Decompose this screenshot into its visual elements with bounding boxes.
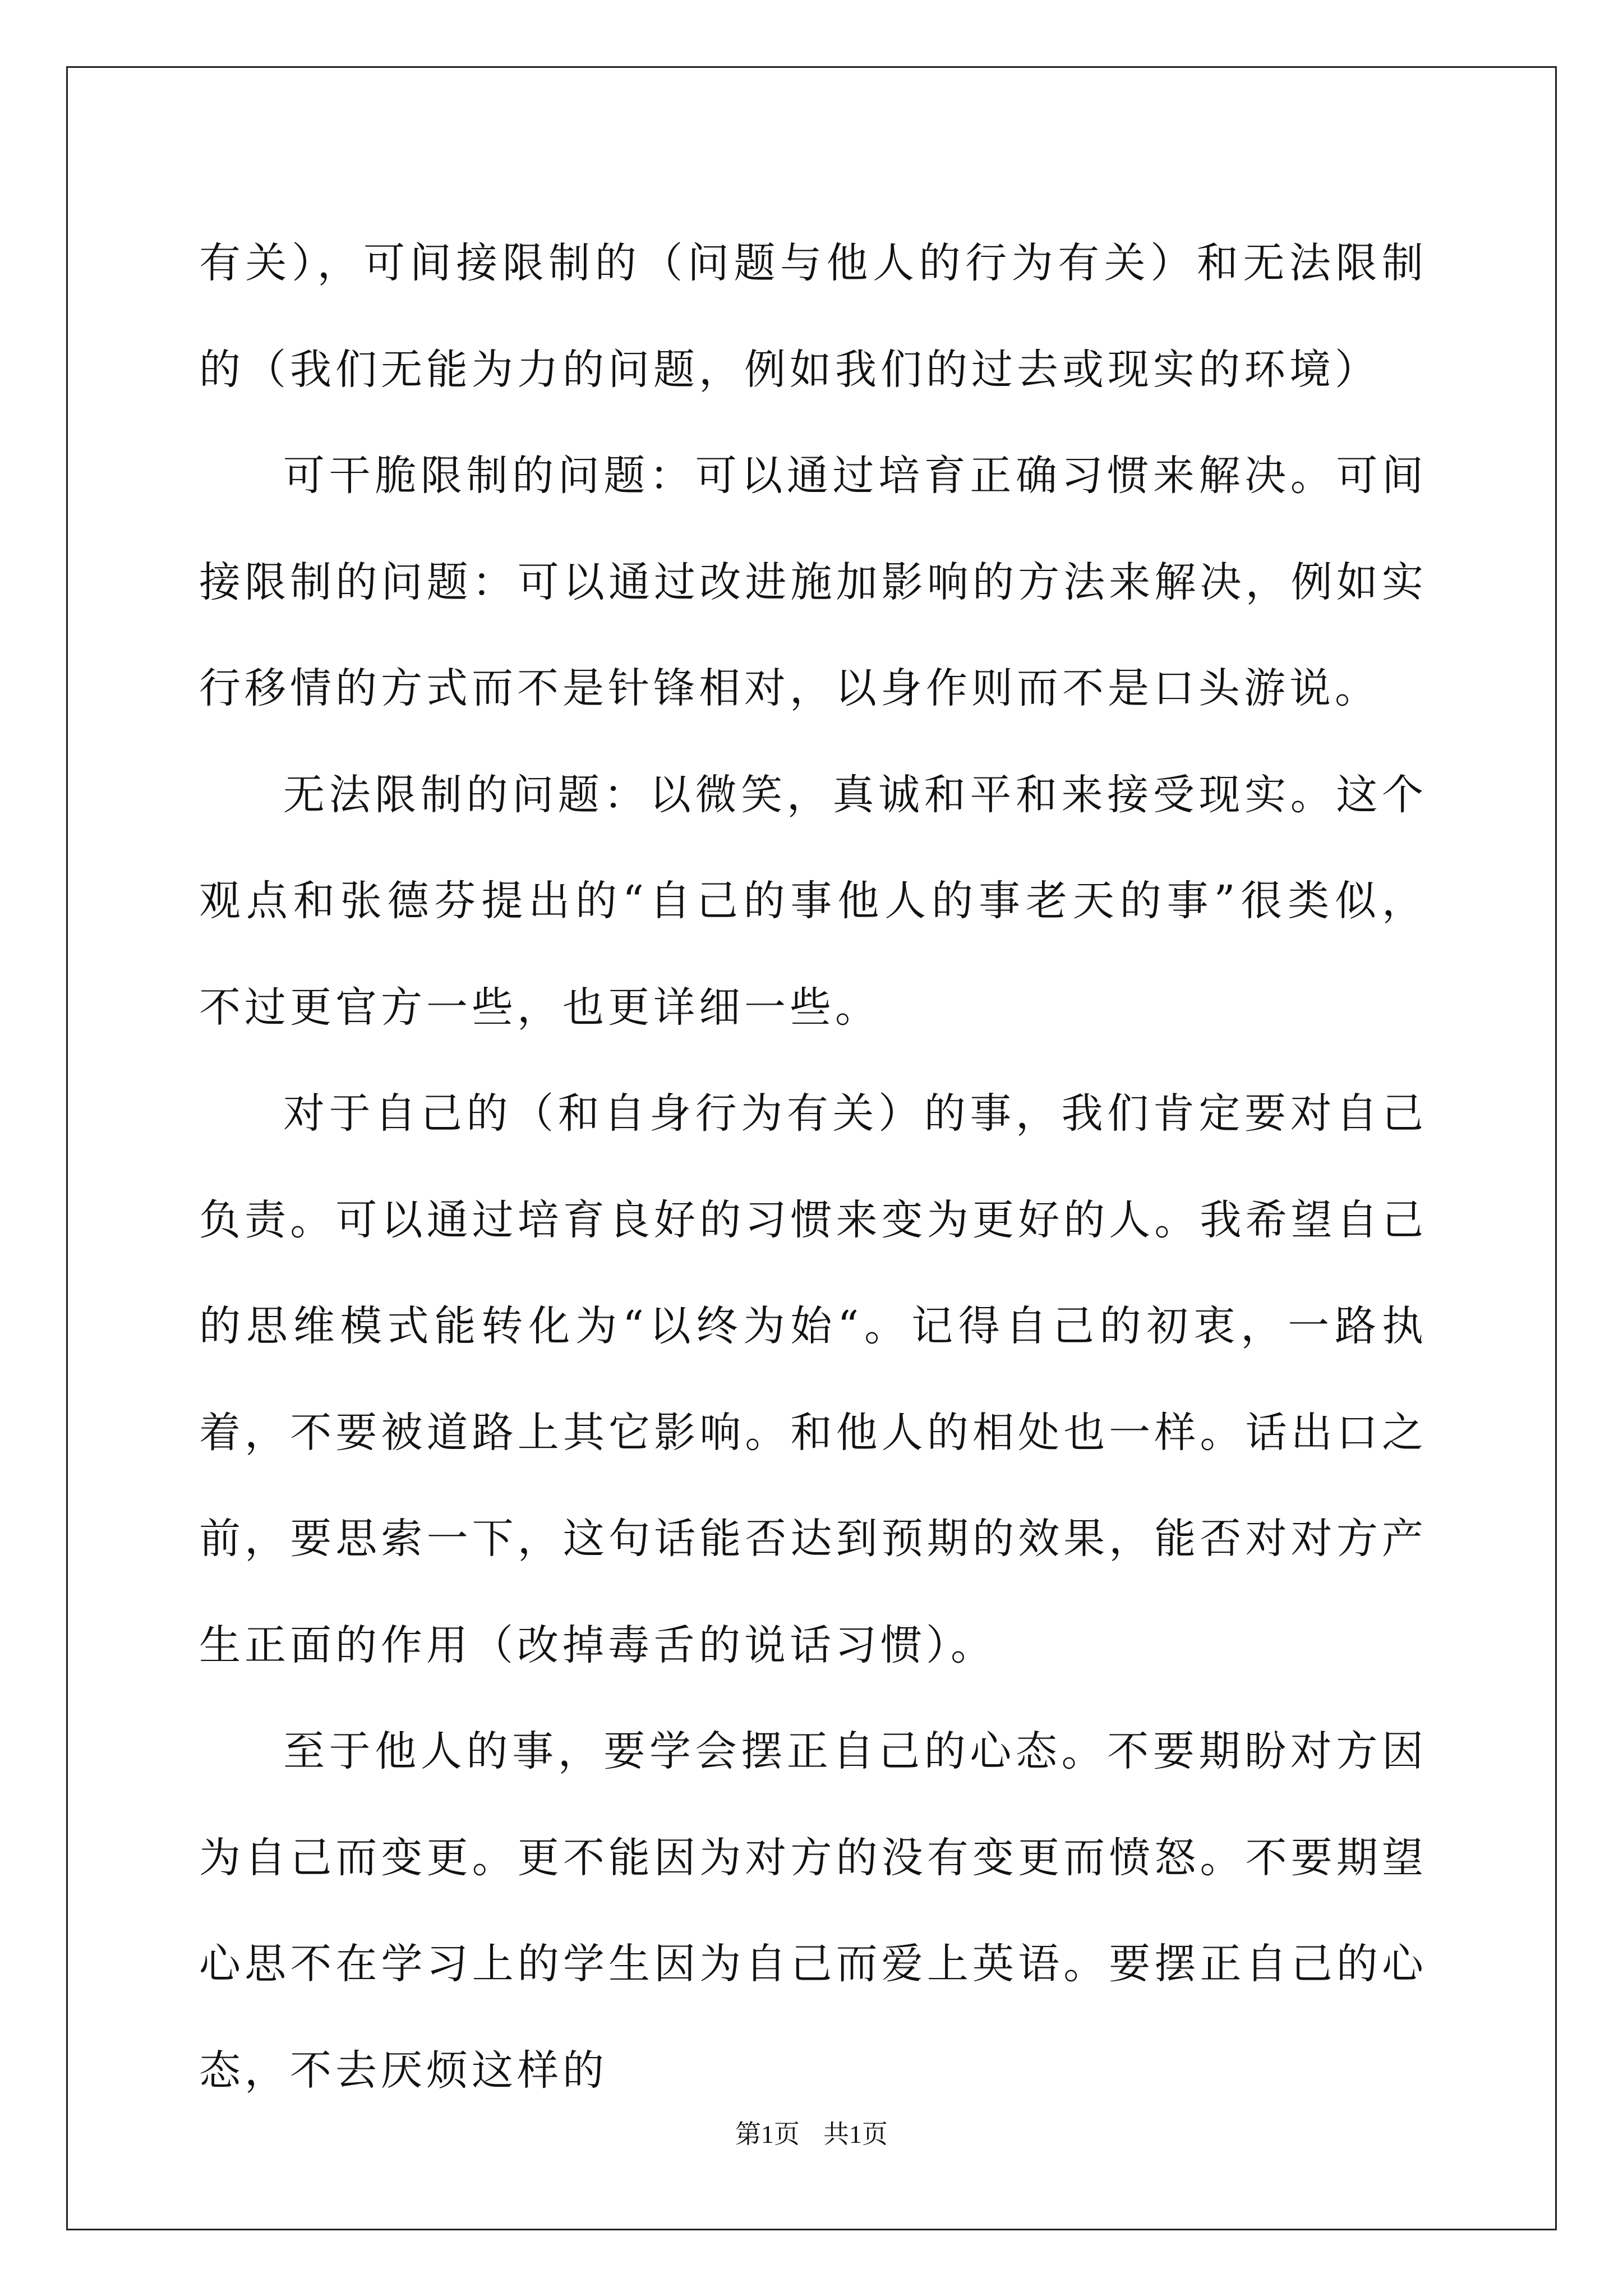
document-body bbox=[199, 210, 1427, 2124]
paragraph-3: 无法限制的问题：以微笑，真诚和平和来接受现实。这个观点和张德芬提出的“自己的事他人的事老天的事”很类似，不过更官方一些，也更详细一些。 bbox=[199, 770, 1427, 1032]
page-total: 共1页 bbox=[823, 2120, 888, 2148]
paragraph-2: 可干脆限制的问题：可以通过培育正确习惯来解决。可间接限制的问题：可以通过改进施加影响的方法来解决，例如实行移情的方式而不是针锋相对，以身作则而不是口头游说。 bbox=[199, 452, 1427, 712]
paragraph-4: 对于自己的（和自身行为有关）的事，我们肯定要对自己负责。可以通过培育良好的习惯来变为更好的人。我希望自己的思维模式能转化为“以终为始“。记得自己的初衷，一路执着，不要被道路上其它影响。和他人的相处也一样。话出口之前，要思索一下，这句话能否达到预期的效果，能否对对方产生正面的作用（改掉毒舌的说话习惯）。 bbox=[199, 1089, 1427, 1669]
paragraph-5: 至于他人的事，要学会摆正自己的心态。不要期盼对方因为自己而变更。更不能因为对方的没有变更而愤怒。不要期望心思不在学习上的学生因为自己而爱上英语。要摆正自己的心态，不去厌烦这样的 bbox=[199, 1727, 1427, 2095]
page-number: 第1页 bbox=[735, 2120, 800, 2148]
paragraph-1: 有关），可间接限制的（问题与他人的行为有关）和无法限制的（我们无能为力的问题，例如我们的过去或现实的环境） bbox=[199, 239, 1427, 394]
page-footer bbox=[0, 2118, 1623, 2151]
